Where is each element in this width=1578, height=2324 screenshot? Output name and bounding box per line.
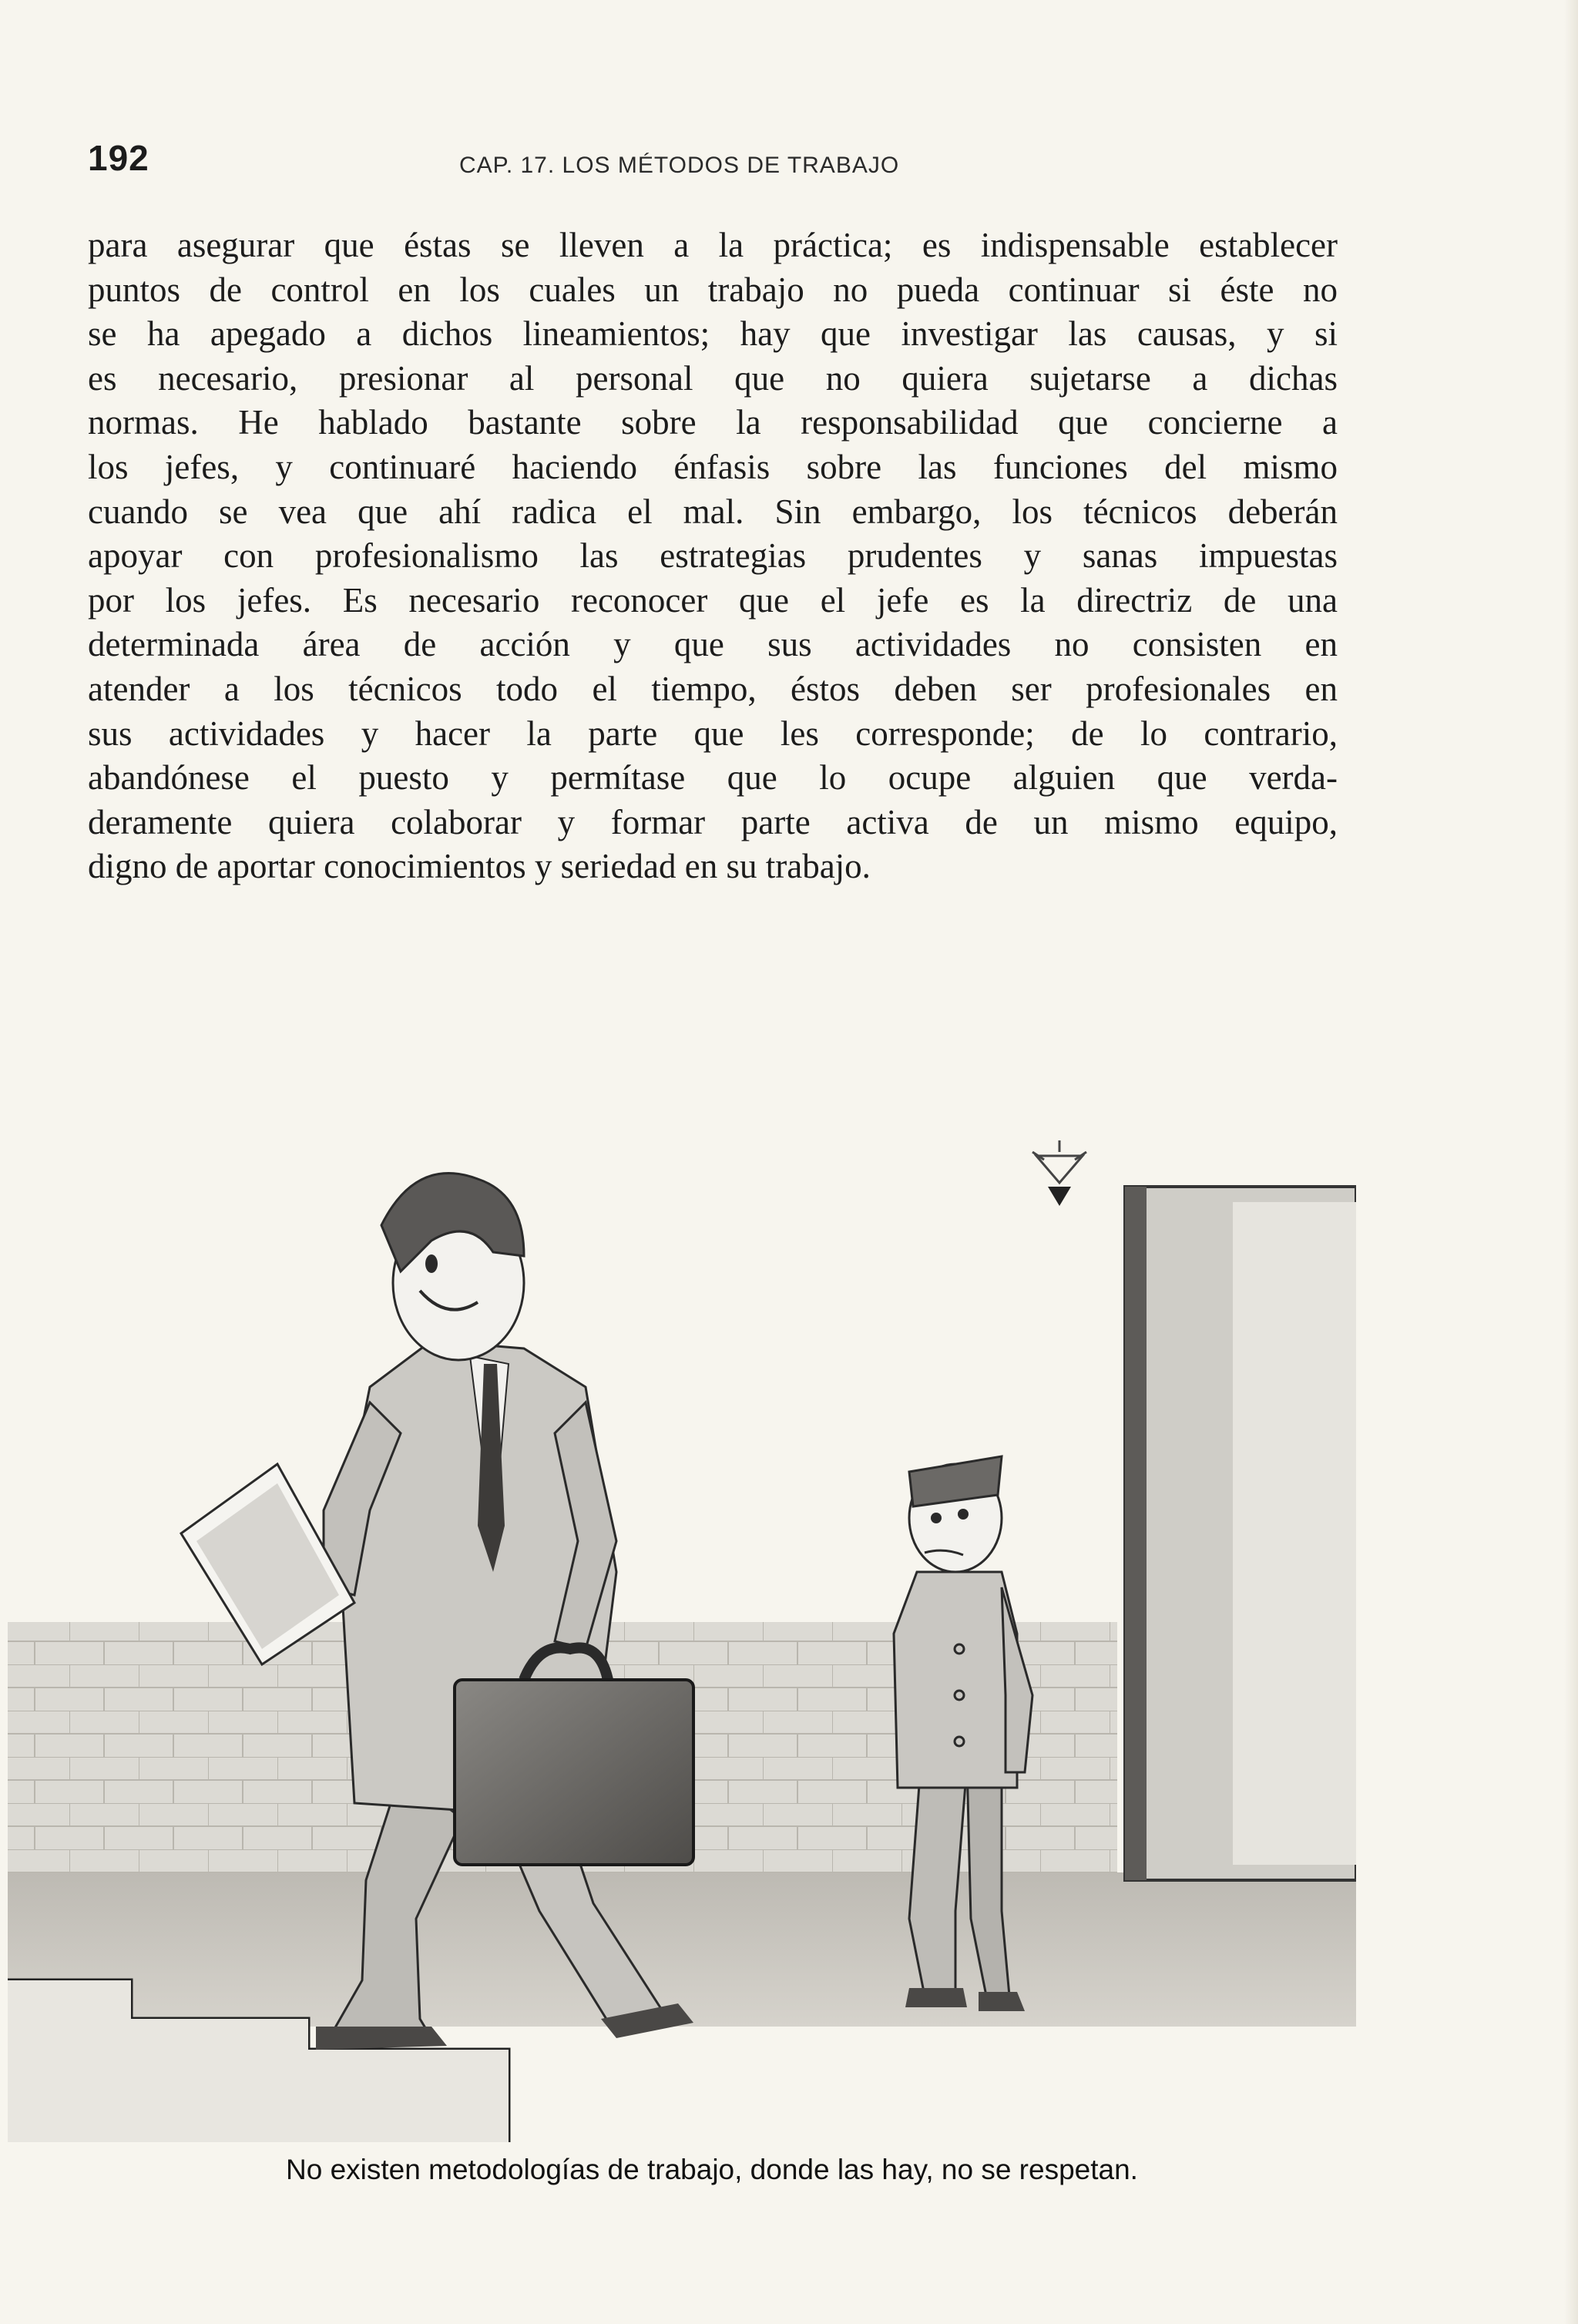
briefcase [455, 1680, 693, 1865]
body-line: abandónese el puesto y permítase que lo ocupe alguien que verda- [88, 758, 1338, 798]
door-jamb [1125, 1187, 1147, 1880]
body-line: sus actividades y hacer la parte que les corresponde; de lo contrario, [88, 714, 1338, 753]
body-line: puntos de control en los cuales un trabajo no pueda continuar si éste no [88, 270, 1338, 309]
body-line: deramente quiera colaborar y formar parte activa de un mismo equipo, [88, 802, 1338, 841]
floor [8, 1872, 1356, 2027]
body-line: es necesario, presionar al personal que no quiera sujetarse a dichas [88, 358, 1338, 398]
body-line: normas. He hablado bastante sobre la responsabilidad que concierne a [88, 403, 1338, 442]
body-line: determinada área de acción y que sus actividades no consisten en [88, 625, 1338, 664]
body-line: apoyar con profesionalismo las estrategias prudentes y sanas impuestas [88, 536, 1338, 576]
page-edge-shadow [1564, 0, 1578, 2324]
body-line: por los jefes. Es necesario reconocer que el jefe es la directriz de una [88, 580, 1338, 620]
door-opening [1233, 1202, 1356, 1865]
body-line: cuando se vea que ahí radica el mal. Sin embargo, los técnicos deberán [88, 492, 1338, 531]
lamp-icon [1032, 1140, 1086, 1206]
page-number: 192 [88, 138, 149, 178]
body-paragraph [88, 223, 1338, 889]
running-head: CAP. 17. LOS MÉTODOS DE TRABAJO [459, 153, 900, 178]
body-line: digno de aportar conocimientos y seriedad en su trabajo. [88, 847, 871, 886]
body-line: atender a los técnicos todo el tiempo, éstos deben ser profesionales en [88, 669, 1338, 708]
cartoon-illustration [0, 1110, 1356, 2142]
body-line: los jefes, y continuaré haciendo énfasis sobre las funciones del mismo [88, 447, 1338, 486]
body-line: se ha apegado a dichos lineamientos; hay que investigar las causas, y si [88, 314, 1338, 354]
figure-caption: No existen metodologías de trabajo, donde las hay, no se respetan. [286, 2154, 1138, 2185]
body-line: para asegurar que éstas se lleven a la práctica; es indispensable establecer [88, 226, 1338, 264]
